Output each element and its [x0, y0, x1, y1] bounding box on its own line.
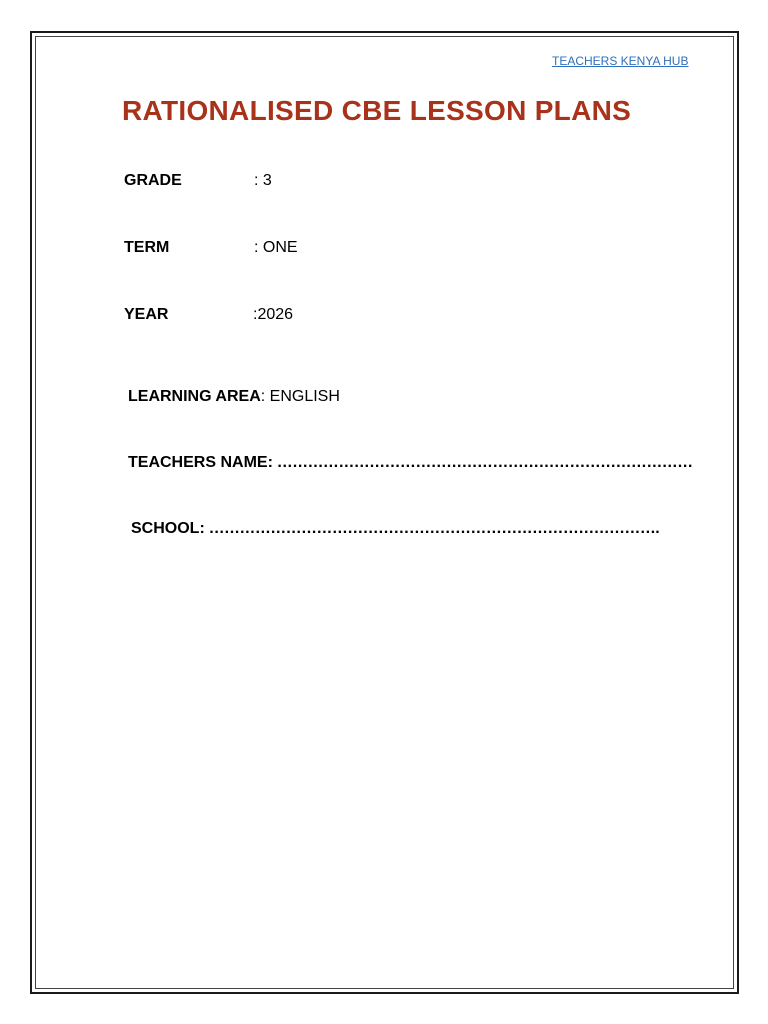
year-field	[124, 306, 294, 324]
learning-area-field	[128, 388, 340, 406]
learning-area-label: LEARNING AREA	[128, 388, 261, 405]
school-field	[131, 520, 659, 538]
term-value: : ONE	[254, 239, 298, 256]
term-label: TERM	[124, 239, 170, 256]
grade-value: : 3	[254, 172, 272, 189]
teachers-name-label: TEACHERS NAME:	[128, 454, 273, 471]
year-value: :2026	[253, 306, 294, 323]
teachers-name-blank[interactable]: ………………………………………………………………………	[272, 454, 693, 471]
teachers-name-field	[128, 454, 693, 472]
learning-area-value: : ENGLISH	[260, 388, 340, 405]
grade-label: GRADE	[124, 172, 182, 189]
document-title: RATIONALISED CBE LESSON PLANS	[122, 95, 632, 126]
school-blank[interactable]: …………………………………………………………………………….	[204, 520, 660, 537]
term-field	[124, 239, 298, 257]
school-label: SCHOOL:	[131, 520, 205, 537]
grade-field	[124, 172, 272, 190]
year-label: YEAR	[124, 306, 169, 323]
teachers-kenya-hub-link[interactable]: TEACHERS KENYA HUB	[552, 54, 689, 68]
